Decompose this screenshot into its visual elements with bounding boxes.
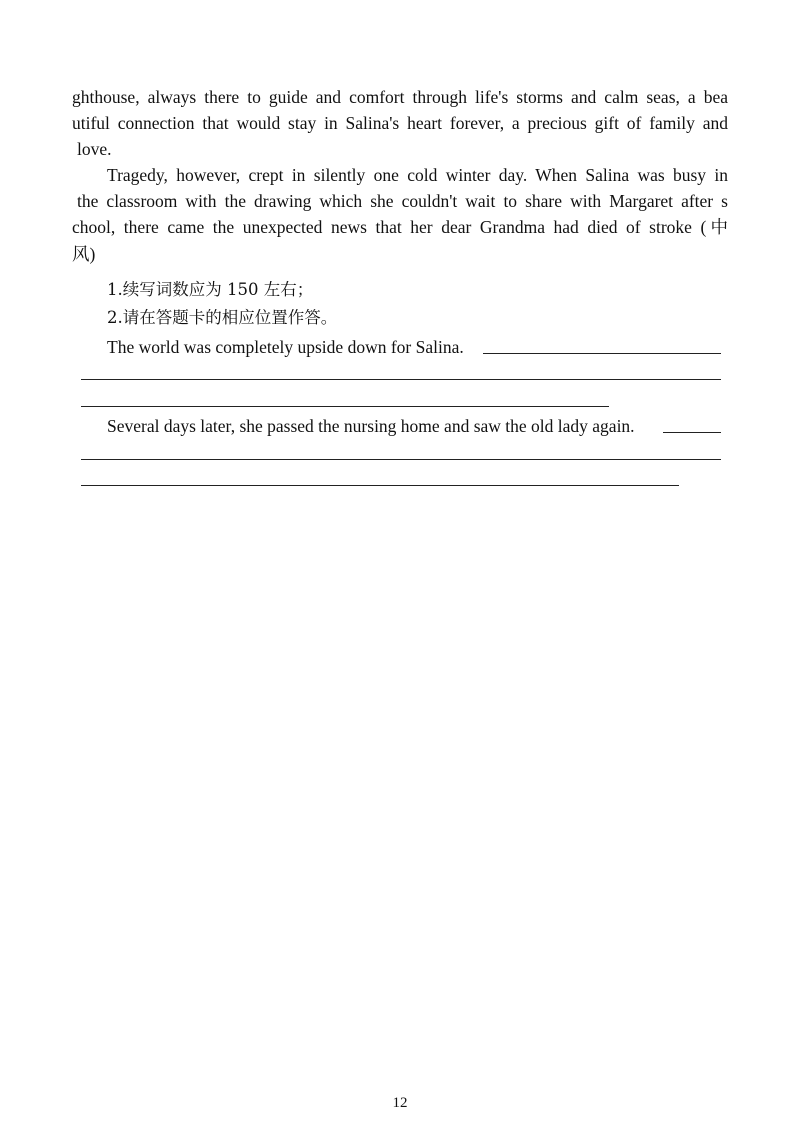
answer-line-1-inline[interactable] xyxy=(483,353,721,354)
paragraph-end-line-1: ghthouse, always there to guide and comfort through life's storms and calm seas, a bea xyxy=(72,87,728,107)
tragedy-line-1: Tragedy, however, crept in silently one cold winter day. When Salina was busy in xyxy=(107,165,728,185)
instruction-answer-sheet: 2.请在答题卡的相应位置作答。 xyxy=(107,308,338,327)
answer-line-2-inline[interactable] xyxy=(663,432,721,433)
tragedy-line-2: the classroom with the drawing which she couldn't wait to share with Margaret after s xyxy=(77,191,728,211)
paragraph-end-line-2: utiful connection that would stay in Salina's heart forever, a precious gift of family and xyxy=(72,113,728,133)
paragraph-end-line-3: love. xyxy=(77,139,112,159)
instruction-word-count: 1.续写词数应为 150 左右； xyxy=(107,280,314,299)
tragedy-line-4: 风) xyxy=(72,244,96,264)
answer-line-2-end[interactable] xyxy=(81,485,679,486)
prompt-1: The world was completely upside down for Salina. xyxy=(107,337,464,357)
page-number: 12 xyxy=(392,1095,408,1111)
answer-line-2-full[interactable] xyxy=(81,459,721,460)
answer-line-1-end[interactable] xyxy=(81,406,609,407)
prompt-2: Several days later, she passed the nursing home and saw the old lady again. xyxy=(107,416,635,436)
tragedy-line-3: chool, there came the unexpected news that her dear Grandma had died of stroke (中 xyxy=(72,217,728,237)
answer-line-1-full[interactable] xyxy=(81,379,721,380)
